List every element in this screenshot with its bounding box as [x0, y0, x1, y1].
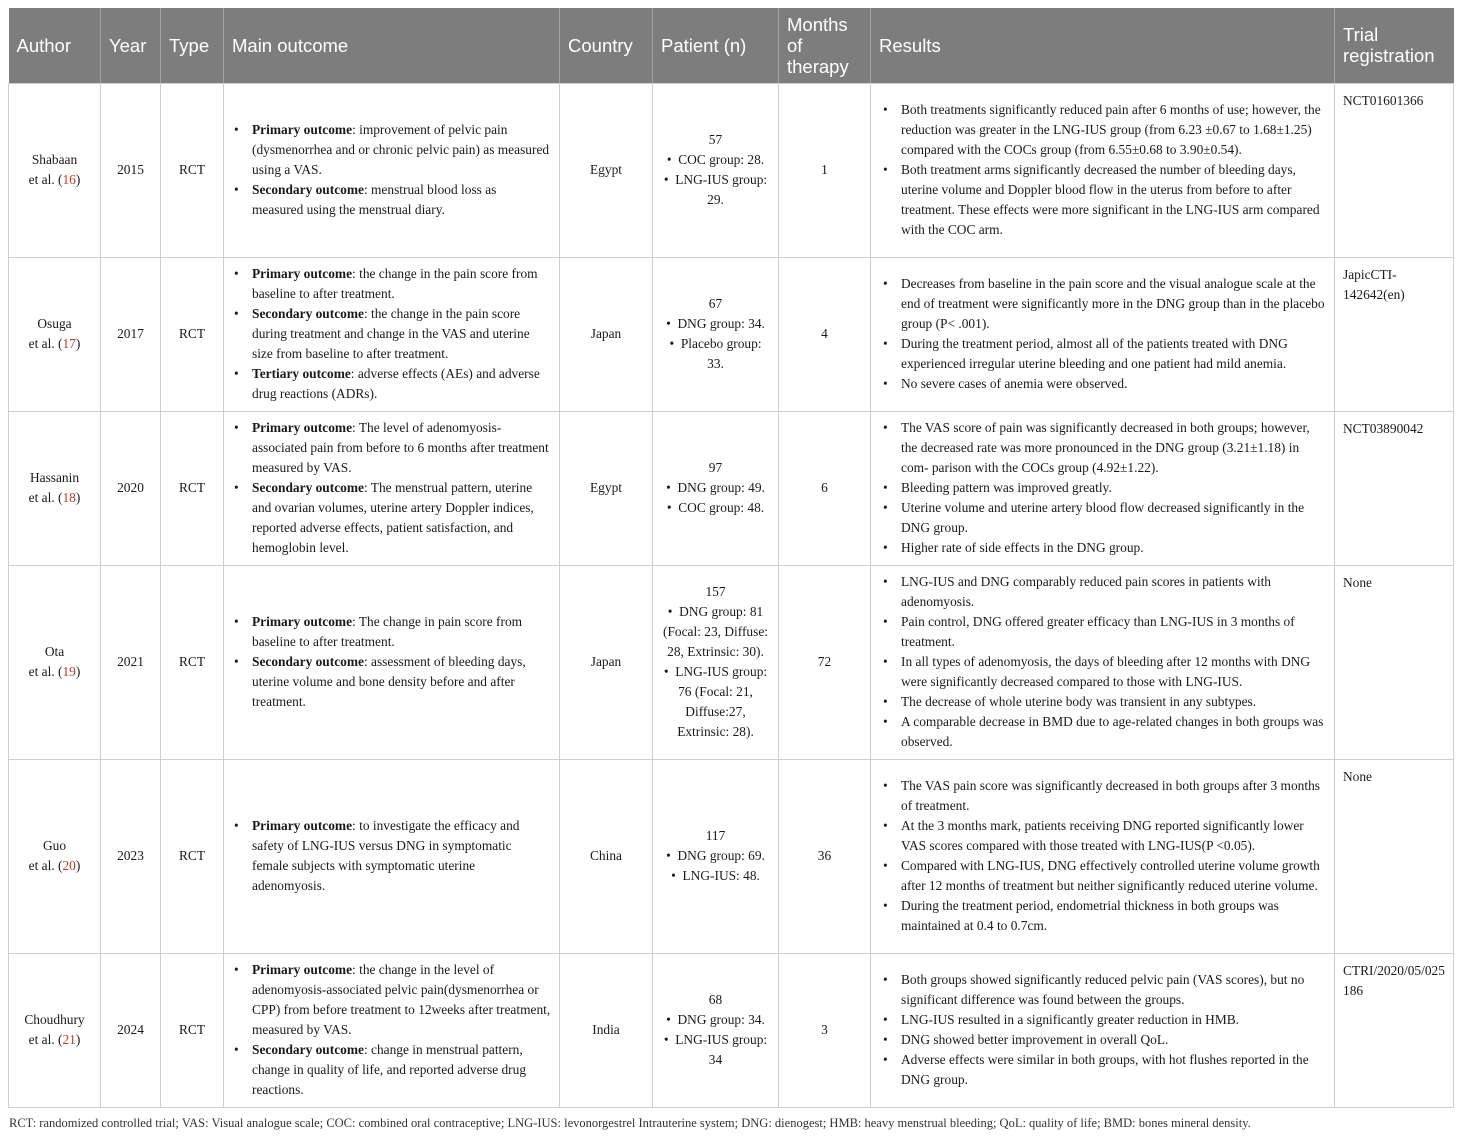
outcome-item: • Primary outcome: the change in the level of adenomyosis-associated pelvic pain(dysmenorrhea or CPP) from before treatment to 12weeks after treatment, measured by VAS.: [232, 960, 551, 1040]
trial-registration-cell: NCT03890042: [1335, 411, 1454, 565]
months-cell: 1: [779, 83, 871, 257]
country-cell: Egypt: [560, 83, 653, 257]
results-cell: [871, 759, 1335, 953]
result-item: • Bleeding pattern was improved greatly.: [881, 478, 1326, 498]
header-type: Type: [161, 8, 224, 83]
months-cell: 3: [779, 953, 871, 1107]
main-outcome-cell: [224, 411, 560, 565]
main-outcome-cell: [224, 83, 560, 257]
results-cell: [871, 83, 1335, 257]
trial-registration-cell: JapicCTI-142642(en): [1335, 257, 1454, 411]
author-cell: Osuga et al. (17): [9, 257, 101, 411]
patient-cell: [653, 953, 779, 1107]
result-item: • The decrease of whole uterine body was transient in any subtypes.: [881, 692, 1326, 712]
header-patient: Patient (n): [653, 8, 779, 83]
result-item: • A comparable decrease in BMD due to age-related changes in both groups was observed.: [881, 712, 1326, 752]
outcome-item: • Tertiary outcome: adverse effects (AEs) and adverse drug reactions (ADRs).: [232, 364, 551, 404]
result-item: • Both groups showed significantly reduced pelvic pain (VAS scores), but no significant difference was found between the groups.: [881, 970, 1326, 1010]
country-cell: China: [560, 759, 653, 953]
months-cell: 36: [779, 759, 871, 953]
result-item: • Both treatment arms significantly decreased the number of bleeding days, uterine volume and Doppler blood flow in the uterus from before to after treatment. These effects were more significant in the LNG-IUS arm compared with the COC arm.: [881, 160, 1326, 240]
author-cell: Ota et al. (19): [9, 565, 101, 759]
result-item: • Decreases from baseline in the pain score and the visual analogue scale at the end of treatment were significantly more in the DNG group than in the placebo group (P< .001).: [881, 274, 1326, 334]
trial-registration-cell: None: [1335, 565, 1454, 759]
outcome-item: • Primary outcome: The change in pain score from baseline to after treatment.: [232, 612, 551, 652]
patient-cell: [653, 759, 779, 953]
result-item: • Compared with LNG-IUS, DNG effectively controlled uterine volume growth after 12 months of treatment but neither significantly reduced uterine volume.: [881, 856, 1326, 896]
table-row: [9, 257, 1454, 411]
patient-group: • DNG group: 34.: [661, 314, 770, 334]
patient-total: 117: [705, 828, 726, 843]
type-cell: RCT: [161, 953, 224, 1107]
trial-registration-cell: CTRI/2020/05/025186: [1335, 953, 1454, 1107]
result-item: • During the treatment period, endometrial thickness in both groups was maintained at 0.4 to 0.7cm.: [881, 896, 1326, 936]
year-cell: 2017: [101, 257, 161, 411]
type-cell: RCT: [161, 83, 224, 257]
outcome-item: • Primary outcome: to investigate the efficacy and safety of LNG-IUS versus DNG in symptomatic female subjects with symptomatic uterine adenomyosis.: [232, 816, 551, 896]
patient-total: 97: [708, 460, 723, 475]
result-item: • No severe cases of anemia were observed.: [881, 374, 1326, 394]
table-row: [9, 953, 1454, 1107]
months-cell: 72: [779, 565, 871, 759]
table-row: [9, 565, 1454, 759]
patient-group: • DNG group: 34.: [661, 1010, 770, 1030]
reference-link[interactable]: 19: [62, 664, 76, 679]
outcome-item: • Primary outcome: improvement of pelvic pain (dysmenorrhea and or chronic pelvic pain) as measured using a VAS.: [232, 120, 551, 180]
type-cell: RCT: [161, 411, 224, 565]
header-results: Results: [871, 8, 1335, 83]
patient-total: 57: [708, 132, 723, 147]
header-months: Months of therapy: [779, 8, 871, 83]
author-cell: Shabaan et al. (16): [9, 83, 101, 257]
patient-total: 67: [708, 296, 723, 311]
result-item: • LNG-IUS resulted in a significantly greater reduction in HMB.: [881, 1010, 1326, 1030]
table-body: [9, 83, 1454, 1107]
year-cell: 2023: [101, 759, 161, 953]
results-cell: [871, 953, 1335, 1107]
result-item: • Both treatments significantly reduced pain after 6 months of use; however, the reduction was greater in the LNG-IUS group (from 6.23 ±0.67 to 1.68±1.25) compared with the COCs group (from 6.55±0.68 to 3.90±0.54).: [881, 100, 1326, 160]
patient-group: • COC group: 48.: [661, 498, 770, 518]
main-outcome-cell: [224, 759, 560, 953]
outcome-item: • Secondary outcome: assessment of bleeding days, uterine volume and bone density before and after treatment.: [232, 652, 551, 712]
table-row: [9, 759, 1454, 953]
year-cell: 2015: [101, 83, 161, 257]
patient-total: 68: [708, 992, 723, 1007]
outcome-item: • Secondary outcome: The menstrual pattern, uterine and ovarian volumes, uterine artery Doppler indices, reported adverse effects, patient satisfaction, and hemoglobin level.: [232, 478, 551, 558]
type-cell: RCT: [161, 759, 224, 953]
country-cell: India: [560, 953, 653, 1107]
patient-cell: [653, 257, 779, 411]
outcome-item: • Secondary outcome: menstrual blood loss as measured using the menstrual diary.: [232, 180, 551, 220]
result-item: • The VAS score of pain was significantly decreased in both groups; however, the decreased rate was more pronounced in the DNG group (3.21±1.18) in com- parison with the COCs group (4.92±1.22).: [881, 418, 1326, 478]
reference-link[interactable]: 16: [62, 172, 76, 187]
country-cell: Japan: [560, 257, 653, 411]
main-outcome-cell: [224, 257, 560, 411]
result-item: • During the treatment period, almost all of the patients treated with DNG experienced irregular uterine bleeding and one patient had mild anemia.: [881, 334, 1326, 374]
outcome-item: • Secondary outcome: the change in the pain score during treatment and change in the VAS and uterine size from baseline to after treatment.: [232, 304, 551, 364]
patient-cell: [653, 411, 779, 565]
result-item: • LNG-IUS and DNG comparably reduced pain scores in patients with adenomyosis.: [881, 572, 1326, 612]
table-row: [9, 83, 1454, 257]
header-trial-registration: Trial registration: [1335, 8, 1454, 83]
result-item: • Adverse effects were similar in both groups, with hot flushes reported in the DNG group.: [881, 1050, 1326, 1090]
header-country: Country: [560, 8, 653, 83]
result-item: • Uterine volume and uterine artery blood flow decreased significantly in the DNG group.: [881, 498, 1326, 538]
results-cell: [871, 257, 1335, 411]
result-item: • Pain control, DNG offered greater efficacy than LNG-IUS in 3 months of treatment.: [881, 612, 1326, 652]
header-main-outcome: Main outcome: [224, 8, 560, 83]
results-cell: [871, 565, 1335, 759]
reference-link[interactable]: 20: [62, 858, 76, 873]
patient-group: • LNG-IUS group: 29.: [661, 170, 770, 210]
patient-group: • DNG group: 69.: [661, 846, 770, 866]
patient-group: • LNG-IUS group: 76 (Focal: 21, Diffuse:27, Extrinsic: 28).: [661, 662, 770, 742]
patient-group: • DNG group: 81 (Focal: 23, Diffuse: 28, Extrinsic: 30).: [661, 602, 770, 662]
result-item: • At the 3 months mark, patients receiving DNG reported significantly lower VAS scores compared with those treated with LNG-IUS(P <0.05).: [881, 816, 1326, 856]
patient-group: • Placebo group: 33.: [661, 334, 770, 374]
header-author: Author: [9, 8, 101, 83]
result-item: • DNG showed better improvement in overall QoL.: [881, 1030, 1326, 1050]
reference-link[interactable]: 18: [62, 490, 76, 505]
patient-total: 157: [705, 584, 726, 599]
result-item: • Higher rate of side effects in the DNG group.: [881, 538, 1326, 558]
header-year: Year: [101, 8, 161, 83]
result-item: • In all types of adenomyosis, the days of bleeding after 12 months with DNG were significantly decreased compared to those with LNG-IUS.: [881, 652, 1326, 692]
table-footnote: RCT: randomized controlled trial; VAS: Visual analogue scale; COC: combined oral contraceptive; LNG-IUS: levonorgestrel Intrauterine system; DNG: dienogest; HMB: heavy menstrual bleeding; QoL: quality of life; BMD: bones mineral density.: [9, 1116, 1251, 1130]
patient-cell: [653, 83, 779, 257]
author-cell: Choudhury et al. (21): [9, 953, 101, 1107]
header-row: [9, 8, 1454, 83]
year-cell: 2020: [101, 411, 161, 565]
patient-cell: [653, 565, 779, 759]
trial-registration-cell: NCT01601366: [1335, 83, 1454, 257]
outcome-item: • Primary outcome: the change in the pain score from baseline to after treatment.: [232, 264, 551, 304]
main-outcome-cell: [224, 565, 560, 759]
result-item: • The VAS pain score was significantly decreased in both groups after 3 months of treatment.: [881, 776, 1326, 816]
patient-group: • LNG-IUS: 48.: [661, 866, 770, 886]
author-cell: Guo et al. (20): [9, 759, 101, 953]
year-cell: 2021: [101, 565, 161, 759]
patient-group: • DNG group: 49.: [661, 478, 770, 498]
country-cell: Japan: [560, 565, 653, 759]
table-row: [9, 411, 1454, 565]
type-cell: RCT: [161, 565, 224, 759]
reference-link[interactable]: 17: [62, 336, 76, 351]
main-outcome-cell: [224, 953, 560, 1107]
country-cell: Egypt: [560, 411, 653, 565]
reference-link[interactable]: 21: [62, 1032, 76, 1047]
author-cell: Hassanin et al. (18): [9, 411, 101, 565]
type-cell: RCT: [161, 257, 224, 411]
months-cell: 6: [779, 411, 871, 565]
months-cell: 4: [779, 257, 871, 411]
trial-registration-cell: None: [1335, 759, 1454, 953]
outcome-item: • Secondary outcome: change in menstrual pattern, change in quality of life, and reported adverse drug reactions.: [232, 1040, 551, 1100]
patient-group: • LNG-IUS group: 34: [661, 1030, 770, 1070]
outcome-item: • Primary outcome: The level of adenomyosis-associated pain from before to 6 months after treatment measured by VAS.: [232, 418, 551, 478]
results-cell: [871, 411, 1335, 565]
studies-table: [8, 8, 1454, 1108]
patient-group: • COC group: 28.: [661, 150, 770, 170]
year-cell: 2024: [101, 953, 161, 1107]
